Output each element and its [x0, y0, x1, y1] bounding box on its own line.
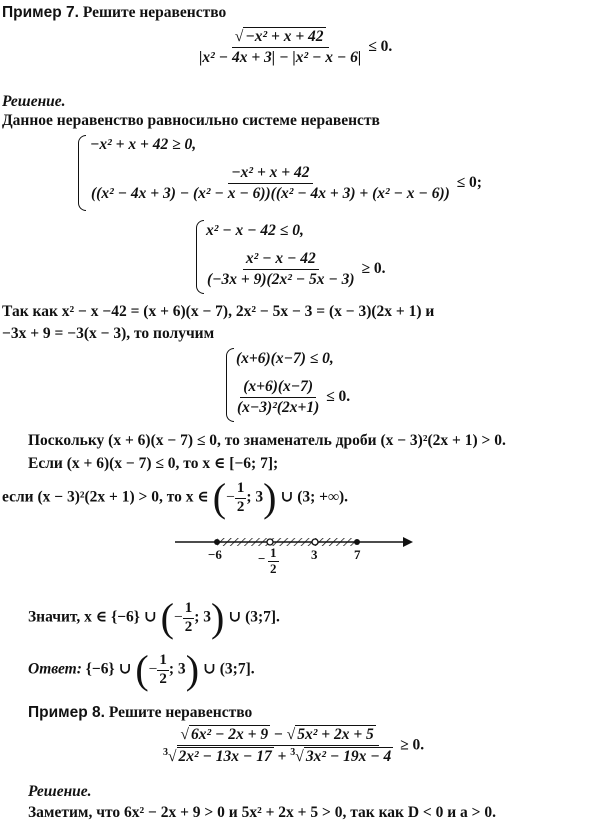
- tick-label-minus-6: −6: [208, 547, 222, 562]
- point-3: [312, 539, 318, 545]
- if-line-2-suffix: ∪ (3; +∞).: [280, 488, 349, 506]
- axis-arrow: [403, 537, 413, 547]
- answer-prefix: {−6} ∪: [85, 660, 132, 678]
- root-index-b: 3: [290, 746, 296, 758]
- tick-label-half: [268, 546, 279, 577]
- example-8-fraction: $\frac{\text{√ 6x² − 2x + 9 − √ 5x² + 2x + 5}}{^3√ 2x^2 - 13x - 17 + ^3√ 3x^2 - 19x - 4}$: [163, 726, 392, 765]
- system-1-rhs: ≤ 0;: [456, 173, 482, 191]
- hatched-interval-1: [217, 538, 315, 546]
- system-1-denominator: ((x² − 4x + 3) − (x² − x − 6))((x² − 4x + 3) + (x² − x − 6)): [91, 184, 450, 202]
- example-8-label: Пример 8.: [28, 704, 105, 721]
- system-2-rhs: ≥ 0.: [361, 259, 386, 277]
- therefore-suffix: ∪ (3;7].: [228, 608, 280, 626]
- system-2-numerator: x² − x − 42: [243, 250, 319, 270]
- point-minus-6: [214, 539, 220, 545]
- therefore-interval-denominator: 2: [184, 618, 193, 635]
- example-8-heading: [28, 704, 252, 722]
- example-8-den-b: 3x² − 19x − 4: [305, 747, 392, 765]
- inequality-fraction: $\frac{\text{√ −x² + x + 42}}{\text{|x² − 4x + 3| − |x² − x − 6|}}$: [196, 28, 364, 67]
- point-7: [354, 539, 360, 545]
- system-1-numerator: −x² + x + 42: [228, 164, 312, 184]
- denominator-note: Поскольку (x + 6)(x − 7) ≤ 0, то знаменатель дроби (x − 3)²(2x + 1) > 0.: [28, 432, 506, 449]
- interval-denominator: 2: [236, 498, 245, 515]
- system-2-brace: [196, 220, 204, 294]
- interval-numerator: 1: [235, 480, 247, 498]
- answer-interval-rest: ; 3: [168, 660, 186, 678]
- if-line-1: Если (x + 6)(x − 7) ≤ 0, то x ∈ [−6; 7];: [28, 455, 279, 472]
- example-7-inequality: [196, 28, 392, 67]
- therefore-prefix: Значит, x ∈ {−6} ∪: [28, 608, 157, 626]
- solution-label-7: Решение.: [2, 93, 66, 110]
- equivalence-text: Данное неравенство равносильно системе неравенств: [2, 112, 380, 129]
- answer-label: Ответ:: [28, 660, 82, 678]
- system-3-numerator: (x+6)(x−7): [240, 378, 316, 398]
- answer-interval-numerator: 1: [157, 652, 169, 670]
- system-3-denominator: (x−3)²(2x+1): [237, 398, 320, 416]
- example-7-task: Решите неравенство: [82, 4, 227, 21]
- tick-label-half-den: 2: [270, 560, 277, 576]
- therefore-line: Значит, x ∈ {−6} ∪ (− $\frac{1}{2}$ ; 3) ∪ (3;7].: [28, 595, 280, 640]
- example-8-num-a: 6x² − 2x + 9: [190, 726, 269, 743]
- example-7-heading: [2, 4, 226, 22]
- example-8-rhs: ≥ 0.: [400, 736, 425, 754]
- answer-suffix: ∪ (3;7].: [202, 660, 255, 678]
- solution-label-8: Решение.: [28, 783, 92, 800]
- factorization-line-2: −3x + 9 = −3(x − 3), то получим: [2, 325, 215, 342]
- system-1-line-2: [88, 164, 482, 203]
- example-8-num-b: 5x² + 2x + 5: [297, 726, 374, 743]
- tick-label-minus-sign: −: [258, 551, 266, 566]
- interval-rest: ; 3: [246, 488, 264, 506]
- system-2-line-1: x² − x − 42 ≤ 0,: [206, 222, 304, 239]
- root-index-a: 3: [163, 746, 168, 758]
- therefore-interval-rest: ; 3: [194, 608, 211, 626]
- tick-label-3: 3: [311, 547, 318, 562]
- inequality-rhs: ≤ 0.: [368, 37, 393, 55]
- example-8-note: Заметим, что 6x² − 2x + 9 > 0 и 5x² + 2x + 5 > 0, так как D < 0 и a > 0.: [28, 804, 496, 821]
- if-line-2: если (x − 3)²(2x + 1) > 0, то x ∈ (− $\frac{1}{2}$ ; 3) ∪ (3; +∞).: [2, 475, 349, 520]
- system-3-rhs: ≤ 0.: [326, 387, 351, 405]
- therefore-interval-numerator: 1: [183, 600, 195, 618]
- if-line-2-prefix: если (x − 3)²(2x + 1) > 0, то x ∈: [2, 488, 209, 506]
- example-7-label: Пример 7.: [2, 4, 79, 21]
- example-8-den-a: 2x² − 13x − 17: [178, 747, 272, 765]
- system-3-line-1: (x+6)(x−7) ≤ 0,: [236, 350, 334, 367]
- system-1-brace: [78, 135, 86, 211]
- system-2-denominator: (−3x + 9)(2x² − 5x − 3): [207, 270, 355, 288]
- example-8-inequality: [160, 726, 424, 766]
- system-2-line-2: [204, 250, 385, 289]
- hatched-interval-2: [315, 538, 357, 546]
- example-8-task: Решите неравенство: [108, 704, 253, 721]
- answer-interval-denominator: 2: [159, 670, 167, 687]
- system-1-line-1: −x² + x + 42 ≥ 0,: [90, 136, 197, 153]
- tick-label-7: 7: [354, 547, 361, 562]
- inequality-denominator: |x² − 4x + 3| − |x² − x − 6|: [199, 48, 362, 66]
- answer-line: Ответ: {−6} ∪ (− $\frac{1}{2}$ ; 3) ∪ (3;7].: [28, 647, 255, 692]
- inequality-numerator: −x² + x + 42: [245, 28, 324, 45]
- factorization-line-1: Так как x² − x −42 = (x + 6)(x − 7), 2x² − 5x − 3 = (x − 3)(2x + 1) и: [2, 303, 435, 320]
- system-3-brace: [226, 348, 234, 422]
- tick-label-half-num: 1: [270, 545, 277, 560]
- system-3-line-2: [234, 378, 350, 417]
